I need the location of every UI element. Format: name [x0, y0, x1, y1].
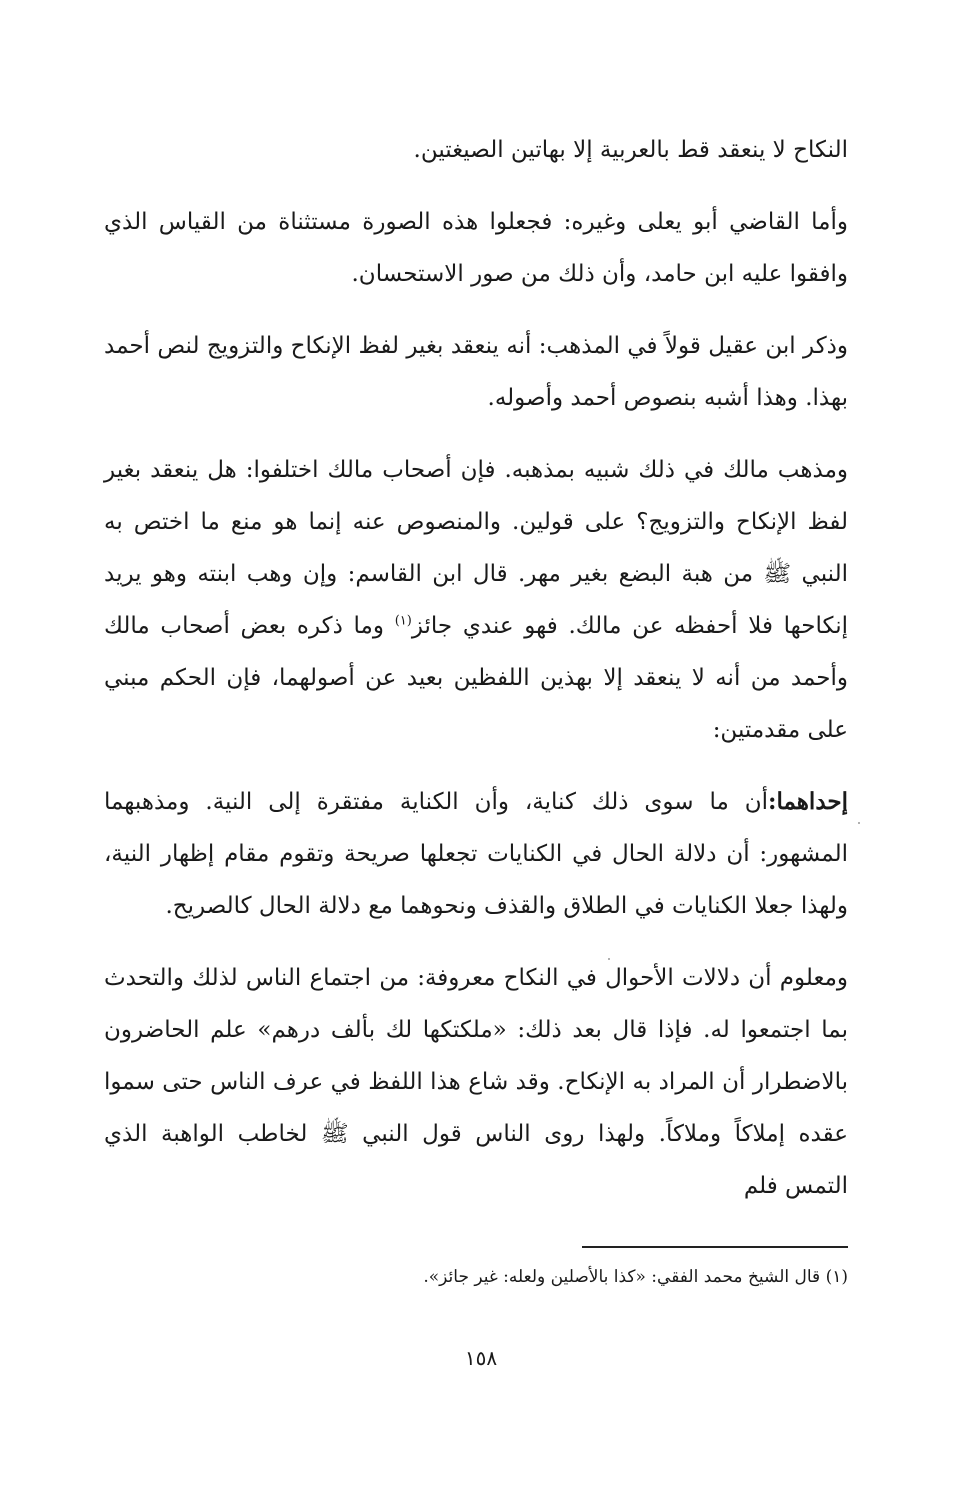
paragraph-4-continued: وما ذكره بعض أصحاب مالك وأحمد من أنه لا ينعقد إلا بهذين اللفظين بعيد عن أصولهما، فإن الحكم مبني على مقدمتين: [104, 613, 848, 743]
paragraph-4 [104, 444, 848, 756]
paragraph-6: ومعلوم أن دلالات الأحوال في النكاح معروفة: من اجتماع الناس لذلك والتحدث بما اجتمعوا له. فإذا قال بعد ذلك: «ملكتكها لك بألف درهم» علم الحاضرون بالاضطرار أن المراد به الإنكاح. وقد شاع هذا اللفظ في عرف الناس حتى سموا عقده إملاكاً وملاكاً. ولهذا روى الناس قول النبي ﷺ لخاطب الواهبة الذي التمس فلم [104, 965, 848, 1199]
paragraph-5-lead: إحداهما: [768, 788, 848, 815]
footnote-reference: (١) [394, 613, 412, 629]
scan-speck [608, 958, 610, 960]
page-number: ١٥٨ [464, 1346, 498, 1370]
paragraph-1: النكاح لا ينعقد قط بالعربية إلا بهاتين الصيغتين. [413, 137, 848, 163]
paragraph-4-text: ومذهب مالك في ذلك شبيه بمذهبه. فإن أصحاب مالك اختلفوا: هل ينعقد بغير لفظ الإنكاح والتزويج؟ على قولين. والمنصوص عنه إنما هو منع ما اختص به النبي ﷺ من هبة البضع بغير مهر. قال ابن القاسم: وإن وهب ابنته وهو يريد إنكاحها فلا أحفظه عن مالك. فهو عندي جائز [104, 457, 848, 639]
paragraph-2: وأما القاضي أبو يعلى وغيره: فجعلوا هذه الصورة مستثناة من القياس الذي وافقوا عليه ابن حامد، وأن ذلك من صور الاستحسان. [104, 209, 848, 287]
scan-speck [858, 822, 860, 824]
main-text [104, 124, 848, 1232]
paragraph-5-text: أن ما سوى ذلك كناية، وأن الكناية مفتقرة إلى النية. ومذهبهما المشهور: أن دلالة الحال في الكنايات تجعلها صريحة وتقوم مقام إظهار النية، ولهذا جعلا الكنايات في الطلاق والقذف ونحوهما مع دلالة الحال كالصريح. [104, 789, 848, 919]
paragraph-3: وذكر ابن عقيل قولاً في المذهب: أنه ينعقد بغير لفظ الإنكاح والتزويج لنص أحمد بهذا. وهذا أشبه بنصوص أحمد وأصوله. [104, 333, 848, 411]
paragraph-5 [104, 776, 848, 932]
footnote: (١) قال الشيخ محمد الفقي: «كذا بالأصلين ولعله: غير جائز». [423, 1267, 848, 1287]
footnote-separator [582, 1246, 848, 1248]
